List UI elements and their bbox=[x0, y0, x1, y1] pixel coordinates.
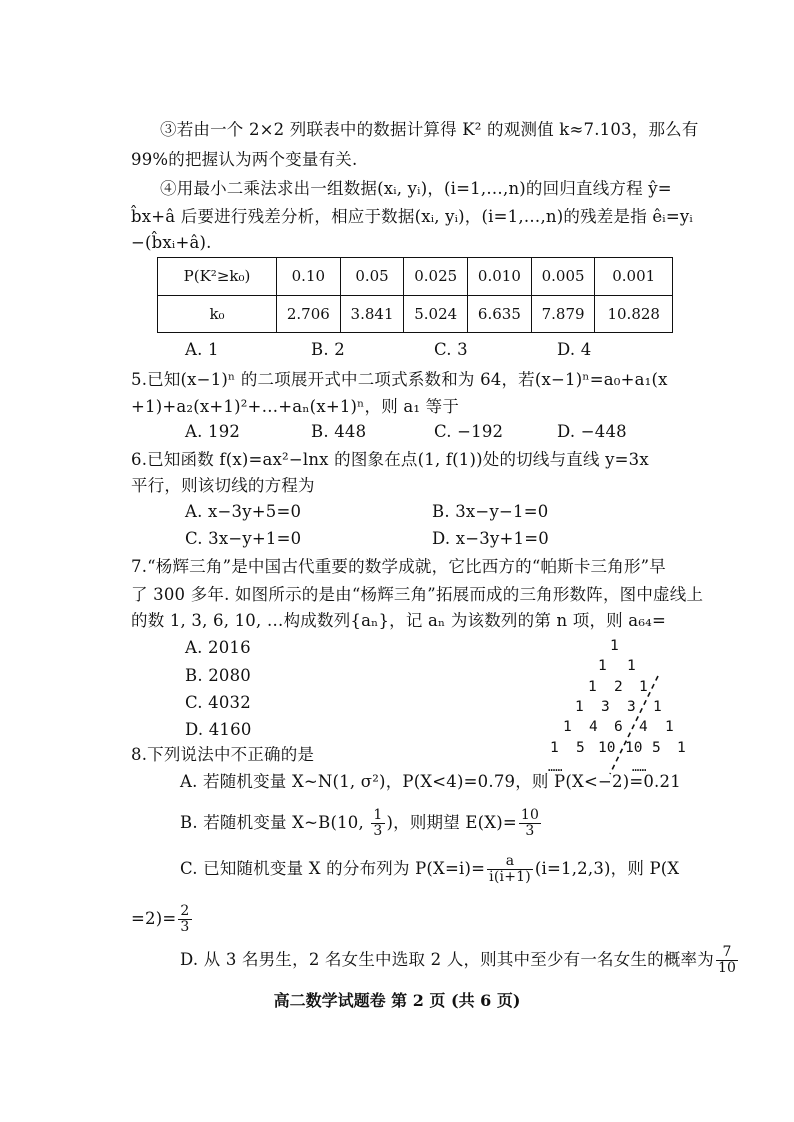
q8-option-c bbox=[180, 852, 679, 886]
q6-option-a: A. x−3y+5=0 bbox=[185, 502, 302, 521]
table-cell: 7.879 bbox=[531, 295, 595, 333]
triangle-number: 4 bbox=[639, 719, 648, 735]
triangle-number: 1 bbox=[677, 740, 686, 756]
triangle-number: 1 bbox=[610, 638, 619, 654]
triangle-ellipsis-right: …… bbox=[632, 760, 647, 774]
triangle-number: 4 bbox=[589, 719, 598, 735]
fraction-denominator: 10 bbox=[717, 960, 737, 976]
table-cell: 6.635 bbox=[468, 295, 532, 333]
table-header-p: P(K²≥k₀) bbox=[158, 258, 277, 296]
table-cell: 3.841 bbox=[340, 295, 404, 333]
q6-line2: 平行，则该切线的方程为 bbox=[131, 476, 315, 495]
q8-option-b bbox=[180, 806, 543, 840]
fraction-numerator: 7 bbox=[716, 945, 738, 961]
table-cell: 0.010 bbox=[468, 258, 532, 296]
q8-stem: 8.下列说法中不正确的是 bbox=[131, 745, 315, 764]
table-row bbox=[158, 295, 673, 333]
triangle-number: 1 bbox=[639, 679, 648, 695]
triangle-number: 3 bbox=[627, 699, 636, 715]
q8-option-c-line2-text: =2)= bbox=[131, 909, 177, 928]
table-cell: 0.05 bbox=[340, 258, 404, 296]
triangle-number: 1 bbox=[653, 699, 662, 715]
triangle-number: 1 bbox=[627, 658, 636, 674]
q7-option-d: D. 4160 bbox=[185, 720, 252, 739]
fraction-numerator: a bbox=[487, 854, 533, 870]
q4-option-b: B. 2 bbox=[311, 340, 345, 359]
fraction bbox=[716, 945, 738, 976]
q7-line1: 7.“杨辉三角”是中国古代重要的数学成就，它比西方的“帕斯卡三角形”早 bbox=[131, 557, 666, 576]
q7-line3: 的数 1, 3, 6, 10, …构成数列{aₙ}，记 aₙ 为该数列的第 n 项，则 a₆₄= bbox=[131, 611, 666, 630]
q5-option-d: D. −448 bbox=[557, 422, 627, 441]
triangle-number: 1 bbox=[665, 719, 674, 735]
triangle-number: 5 bbox=[576, 740, 585, 756]
q7-option-b: B. 2080 bbox=[185, 666, 252, 685]
q6-option-c: C. 3x−y+1=0 bbox=[185, 529, 302, 548]
q6-option-d: D. x−3y+1=0 bbox=[432, 529, 549, 548]
q8-option-d-text: D. 从 3 名男生，2 名女生中选取 2 人，则其中至少有一名女生的概率为 bbox=[180, 950, 714, 969]
q4-line1: ④用最小二乘法求出一组数据(xᵢ, yᵢ)，(i=1,…,n)的回归直线方程 ŷ= bbox=[160, 179, 672, 198]
q7-option-a: A. 2016 bbox=[185, 638, 251, 657]
critical-value-table bbox=[157, 257, 673, 333]
q3-line1: ③若由一个 2×2 列联表中的数据计算得 K² 的观测值 k≈7.103，那么有 bbox=[160, 120, 699, 139]
triangle-number: 1 bbox=[563, 719, 572, 735]
triangle-number: 2 bbox=[614, 679, 623, 695]
table-cell: 0.001 bbox=[595, 258, 673, 296]
triangle-number: 5 bbox=[652, 740, 661, 756]
q5-option-c: C. −192 bbox=[434, 422, 504, 441]
q6-option-b: B. 3x−y−1=0 bbox=[432, 502, 549, 521]
fraction-numerator: 10 bbox=[520, 807, 540, 823]
fraction-numerator: 2 bbox=[180, 903, 190, 919]
q8-option-c-post: (i=1,2,3)，则 P(X bbox=[534, 859, 680, 878]
fraction-denominator: 3 bbox=[373, 823, 383, 839]
dashed-diagonal-line bbox=[590, 670, 670, 780]
q7-line2: 了 300 多年. 如图所示的是由“杨辉三角”拓展而成的三角形数阵，图中虚线上 bbox=[131, 585, 704, 604]
fraction-denominator: 3 bbox=[180, 919, 190, 935]
fraction bbox=[371, 808, 384, 839]
fraction-numerator: 1 bbox=[373, 807, 383, 823]
q8-option-c-line2 bbox=[131, 902, 194, 936]
q4-line2: b̂x+â 后要进行残差分析，相应于数据(xᵢ, yᵢ)，(i=1,…,n)的残差是指 êᵢ=yᵢ bbox=[131, 207, 693, 226]
fraction bbox=[178, 904, 191, 935]
table-row bbox=[158, 258, 673, 296]
q6-line1: 6.已知函数 f(x)=ax²−lnx 的图象在点(1, f(1))处的切线与直线 y=3x bbox=[131, 450, 649, 469]
fraction bbox=[519, 808, 541, 839]
q7-option-c: C. 4032 bbox=[185, 693, 251, 712]
q8-option-d bbox=[180, 943, 740, 977]
table-cell: 2.706 bbox=[277, 295, 341, 333]
triangle-number: 1 bbox=[588, 679, 597, 695]
triangle-number: 6 bbox=[614, 719, 623, 735]
fraction-denominator: i(i+1) bbox=[489, 869, 531, 885]
q8-option-b-text: B. 若随机变量 X~B(10, bbox=[180, 813, 370, 832]
triangle-number: 1 bbox=[550, 740, 559, 756]
q8-option-b-mid: )，则期望 E(X)= bbox=[386, 813, 517, 832]
q3-line2: 99%的把握认为两个变量有关. bbox=[131, 150, 358, 169]
q4-option-c: C. 3 bbox=[434, 340, 468, 359]
table-cell: 0.025 bbox=[404, 258, 468, 296]
fraction-denominator: 3 bbox=[525, 823, 535, 839]
q5-option-b: B. 448 bbox=[311, 422, 367, 441]
triangle-number: 1 bbox=[598, 658, 607, 674]
q4-option-a: A. 1 bbox=[185, 340, 219, 359]
table-cell: 5.024 bbox=[404, 295, 468, 333]
triangle-number: 10 bbox=[625, 740, 643, 756]
triangle-number: 10 bbox=[598, 740, 616, 756]
table-cell: 0.005 bbox=[531, 258, 595, 296]
triangle-number: 1 bbox=[575, 699, 584, 715]
fraction bbox=[487, 854, 533, 885]
q5-line2: +1)+a₂(x+1)²+…+aₙ(x+1)ⁿ，则 a₁ 等于 bbox=[131, 397, 460, 416]
q4-line3: −(b̂xᵢ+â). bbox=[131, 233, 212, 252]
table-header-k0: k₀ bbox=[158, 295, 277, 333]
q8-option-a: A. 若随机变量 X~N(1, σ²)，P(X<4)=0.79，则 P(X<−2)=0.21 bbox=[180, 772, 681, 791]
page-footer: 高二数学试题卷 第 2 页 (共 6 页) bbox=[273, 991, 521, 1010]
table-cell: 0.10 bbox=[277, 258, 341, 296]
triangle-number: 3 bbox=[601, 699, 610, 715]
q5-option-a: A. 192 bbox=[185, 422, 241, 441]
table-cell: 10.828 bbox=[595, 295, 673, 333]
q5-line1: 5.已知(x−1)ⁿ 的二项展开式中二项式系数和为 64，若(x−1)ⁿ=a₀+a₁(x bbox=[131, 370, 668, 389]
triangle-ellipsis-left: …… bbox=[548, 760, 563, 774]
q4-option-d: D. 4 bbox=[557, 340, 592, 359]
q8-option-c-text: C. 已知随机变量 X 的分布列为 P(X=i)= bbox=[180, 859, 486, 878]
